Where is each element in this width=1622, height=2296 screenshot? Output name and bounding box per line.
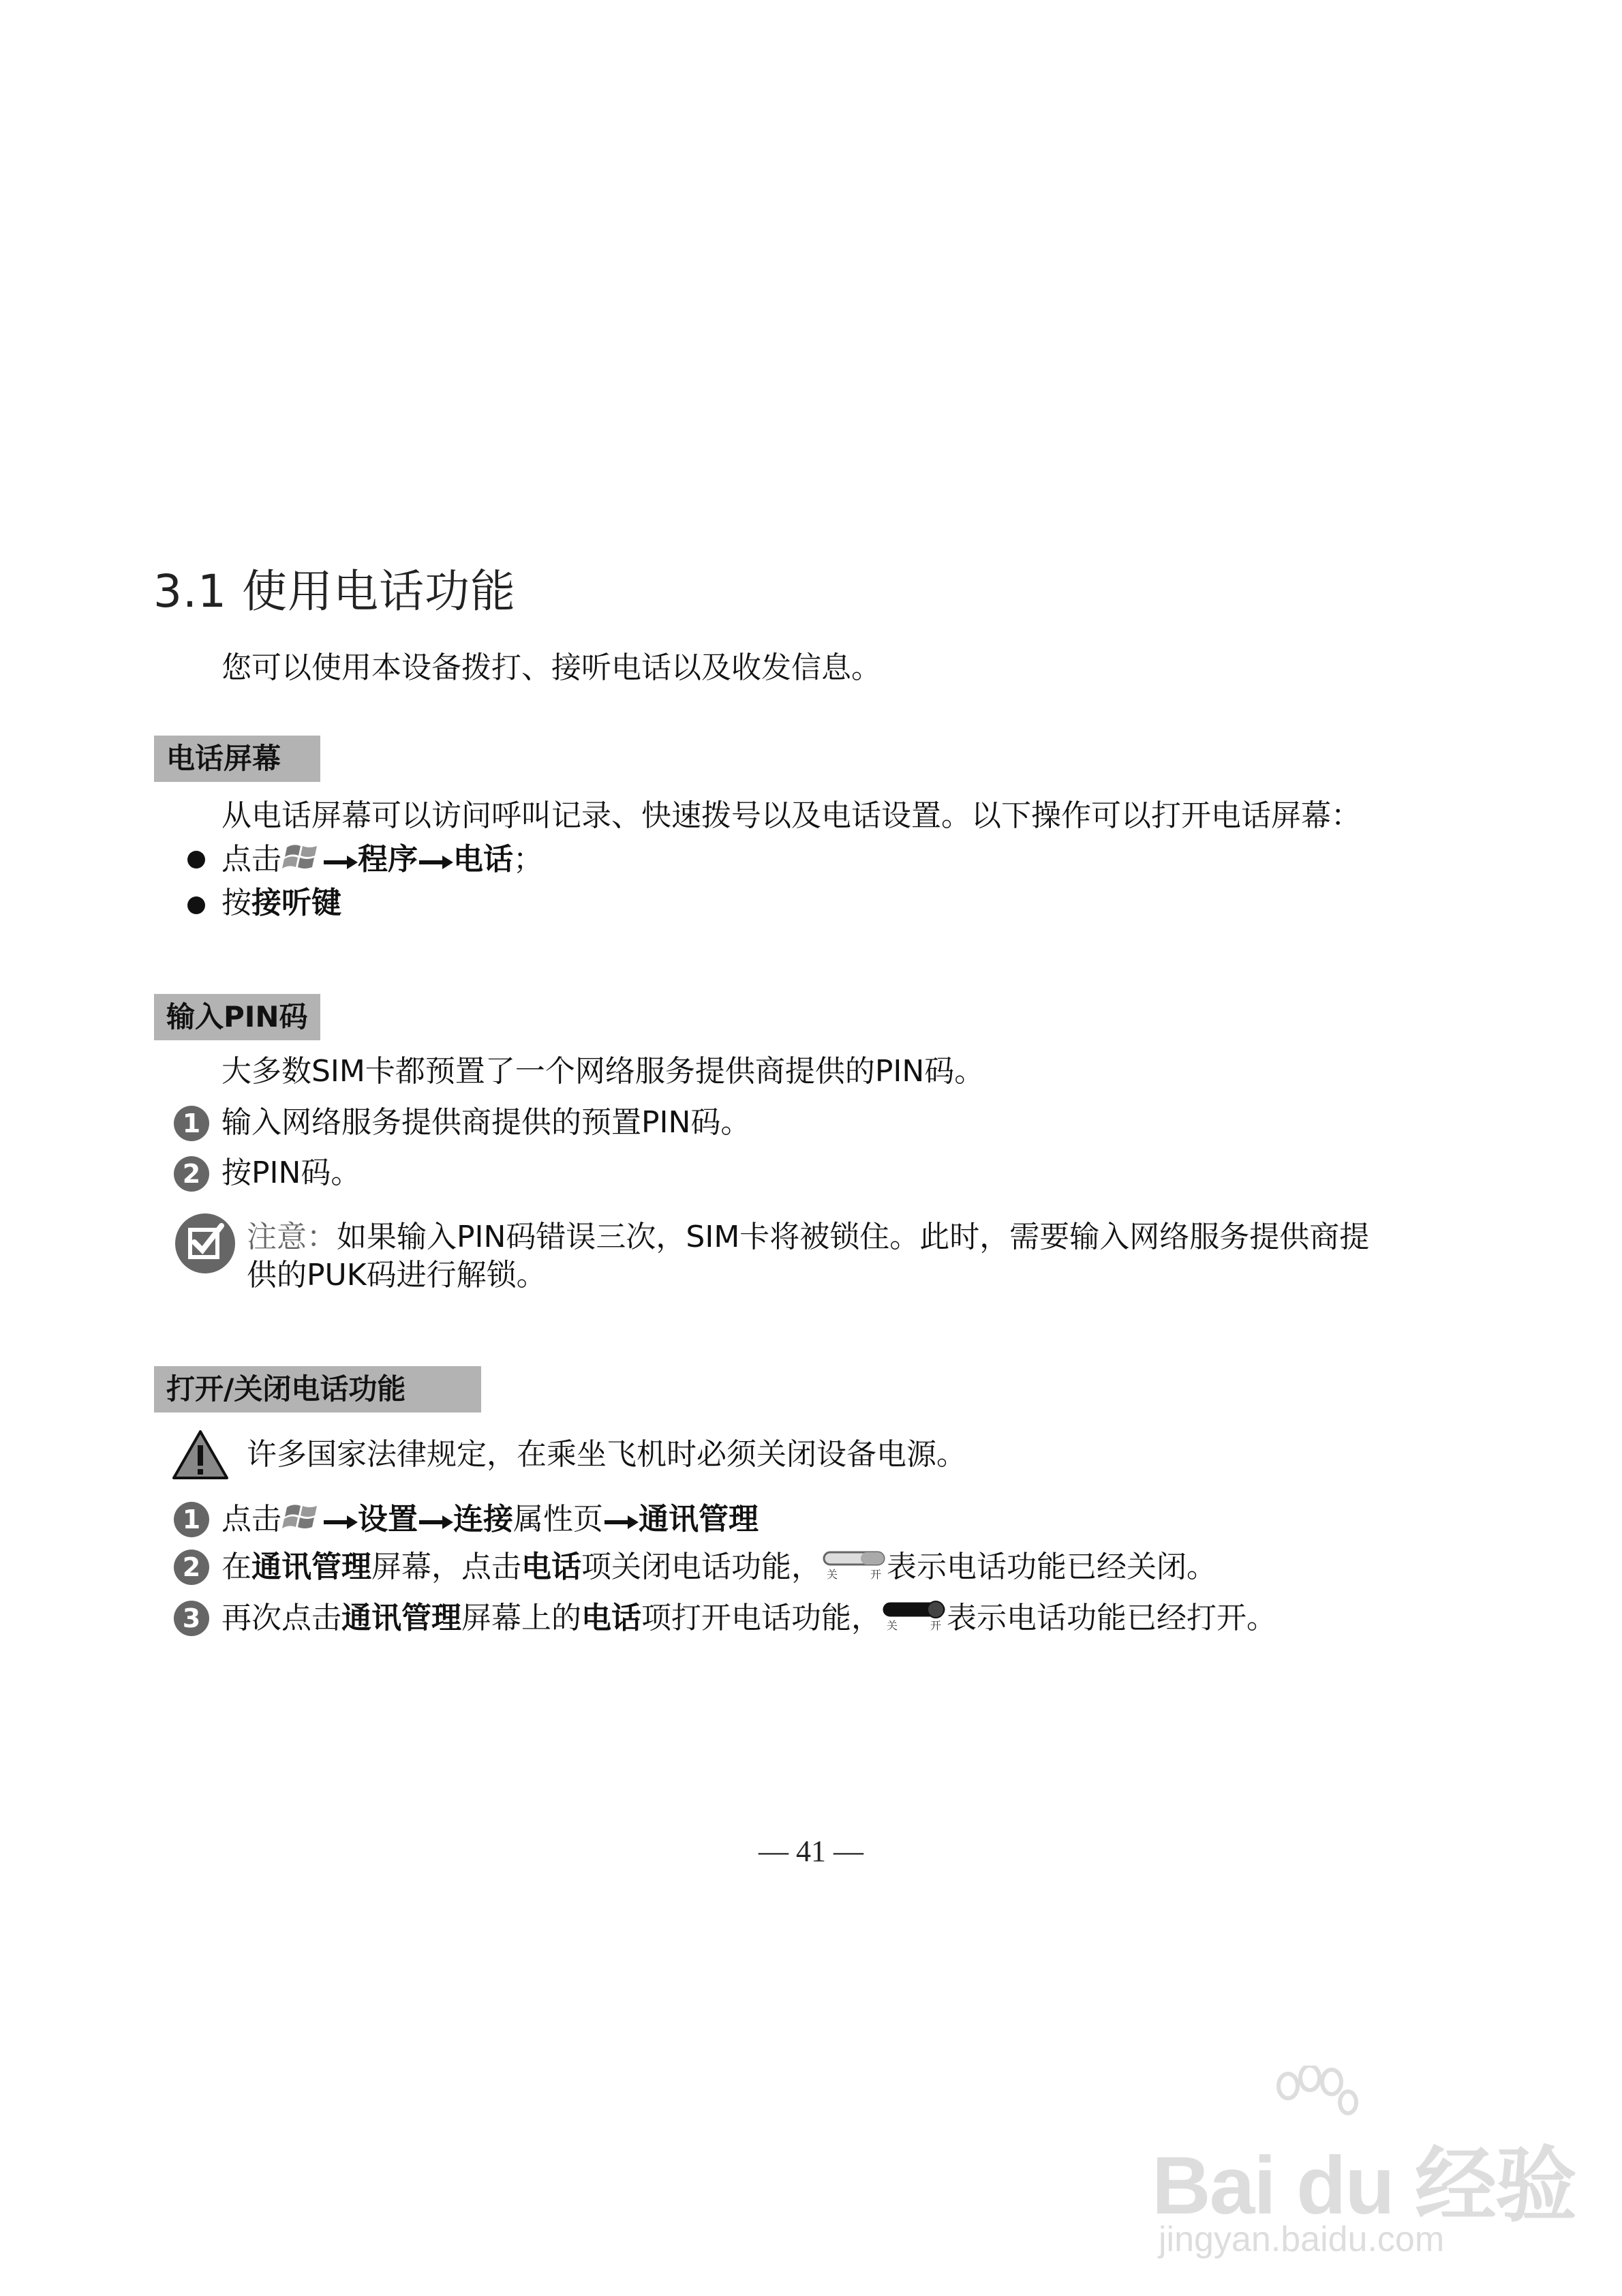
phone-screen-desc: 从电话屏幕可以访问呼叫记录、快速拨号以及电话设置。以下操作可以打开电话屏幕： (221, 798, 1361, 833)
text: 按 (221, 886, 251, 920)
pin-step-1: 输入网络服务提供商提供的预置PIN码。 (221, 1105, 751, 1140)
step-number: 2 (174, 1550, 209, 1585)
bullet (187, 851, 205, 868)
step-number: 3 (174, 1601, 209, 1636)
phone-label: 电话 (521, 1550, 581, 1584)
note-text: 如果输入PIN码错误三次，SIM卡将被锁住。此时，需要输入网络服务提供商提 (337, 1220, 1370, 1254)
toggle-step-3 (221, 1599, 1276, 1636)
section-intro: 您可以使用本设备拨打、接听电话以及收发信息。 (221, 650, 881, 685)
toggle-step-1 (221, 1500, 759, 1537)
text: 屏幕，点击 (371, 1550, 521, 1584)
step-number: 1 (174, 1502, 209, 1537)
switch-off-text: 关 (887, 1619, 898, 1632)
arrow-right-icon (322, 846, 358, 876)
arrow-right-icon (322, 1506, 358, 1536)
baidu-jingyan-watermark (1152, 2066, 1576, 2270)
note-prefix: 注意： (247, 1220, 337, 1254)
text: 表示电话功能已经打开。 (947, 1601, 1276, 1635)
menu-path-wireless-manager: 通讯管理 (639, 1502, 759, 1537)
text: 项关闭电话功能， (581, 1550, 821, 1584)
warning-triangle-icon (171, 1429, 230, 1481)
text: 属性页 (513, 1502, 603, 1537)
toggle-step-2 (221, 1548, 1216, 1585)
bullet (187, 896, 205, 914)
checkbox-note-icon (174, 1212, 236, 1275)
arrow-right-icon (418, 1506, 453, 1536)
menu-path-connections: 连接 (453, 1502, 513, 1537)
text: 屏幕上的 (461, 1601, 581, 1635)
menu-path-settings: 设置 (358, 1502, 418, 1537)
page-number: — 41 — (759, 1834, 863, 1868)
toggle-switch-off-icon (821, 1548, 887, 1581)
windows-start-icon (281, 1500, 322, 1533)
label-toggle-phone: 打开/关闭电话功能 (154, 1366, 481, 1413)
pin-note-line-2: 供的PUK码进行解锁。 (247, 1258, 547, 1293)
pin-note-line-1 (247, 1220, 1369, 1255)
switch-off-text: 关 (827, 1568, 838, 1581)
menu-path-phone: 电话 (453, 842, 513, 877)
menu-path-programs: 程序 (358, 842, 418, 877)
switch-on-text: 开 (930, 1619, 942, 1632)
text: ； (513, 842, 543, 877)
text: 点击 (221, 1502, 281, 1537)
text: 在 (221, 1550, 251, 1584)
bullet-open-phone-via-start (221, 841, 543, 877)
wireless-manager-label: 通讯管理 (251, 1550, 371, 1584)
watermark-url: jingyan.baidu.com (1159, 2220, 1445, 2259)
label-enter-pin: 输入PIN码 (154, 994, 320, 1040)
section-title: 3.1 使用电话功能 (153, 565, 516, 618)
pin-step-2: 按PIN码。 (221, 1155, 361, 1190)
answer-key-label: 接听键 (251, 886, 341, 920)
windows-start-icon (281, 841, 322, 873)
text: 再次点击 (221, 1601, 341, 1635)
pin-desc: 大多数SIM卡都预置了一个网络服务提供商提供的PIN码。 (221, 1054, 985, 1089)
text: 表示电话功能已经关闭。 (887, 1550, 1216, 1584)
phone-label: 电话 (581, 1601, 641, 1635)
toggle-warning: 许多国家法律规定，在乘坐飞机时必须关闭设备电源。 (247, 1437, 966, 1472)
switch-on-text: 开 (870, 1568, 882, 1581)
toggle-switch-on-icon (881, 1599, 947, 1632)
arrow-right-icon (418, 846, 453, 876)
step-number: 1 (174, 1106, 209, 1141)
step-number: 2 (174, 1156, 209, 1192)
text: 项打开电话功能， (641, 1601, 881, 1635)
label-phone-screen: 电话屏幕 (154, 736, 320, 782)
text: 点击 (221, 842, 281, 877)
arrow-right-icon (603, 1506, 639, 1536)
watermark-brand: Bai du 经验 (1152, 2140, 1576, 2231)
bullet-press-answer-key (221, 886, 341, 921)
wireless-manager-label: 通讯管理 (341, 1601, 461, 1635)
